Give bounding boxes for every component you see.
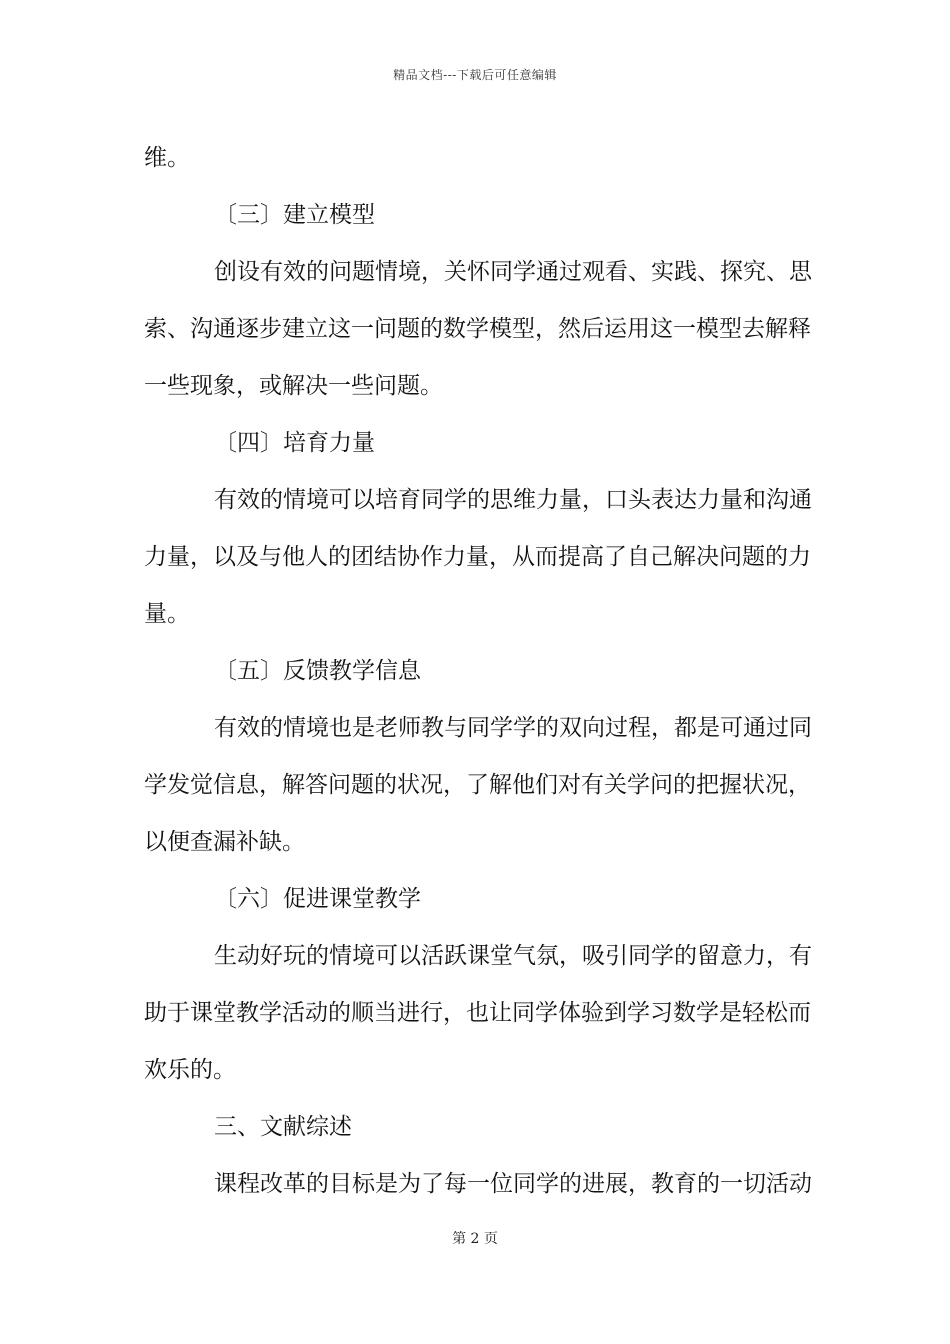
paragraph-line: 助于课堂教学活动的顺当进行，也让同学体验到学习数学是轻松而 [144,1000,811,1026]
paragraph-line: 学发觉信息，解答问题的状况，了解他们对有关学问的把握状况， [144,772,811,798]
page-header: 精品文档---下载后可任意编辑 [393,68,557,82]
paragraph-line: 有效的情境可以培育同学的思维力量，口头表达力量和沟通 [214,487,812,513]
paragraph-line: 一些现象，或解决一些问题。 [144,373,443,399]
paragraph-line: 以便查漏补缺。 [144,829,305,855]
paragraph-line: 量。 [144,601,190,627]
paragraph-line: 生动好玩的情境可以活跃课堂气氛，吸引同学的留意力，有 [214,943,812,969]
section-heading-literature-review: 三、文献综述 [214,1114,352,1140]
paragraph-line: 索、沟通逐步建立这一问题的数学模型，然后运用这一模型去解释 [144,316,811,342]
paragraph-continuation: 维。 [144,145,190,171]
section-heading-3: 〔三〕建立模型 [214,202,375,228]
paragraph-line: 有效的情境也是老师教与同学学的双向过程，都是可通过同 [214,715,812,741]
page-number: 第 2 页 [452,1231,498,1247]
section-heading-4: 〔四〕培育力量 [214,430,375,456]
paragraph-line: 力量，以及与他人的团结协作力量，从而提高了自己解决问题的力 [144,544,811,570]
document-body [144,130,812,1213]
section-heading-5: 〔五〕反馈教学信息 [214,658,421,684]
paragraph-line: 课程改革的目标是为了每一位同学的进展，教育的一切活动 [214,1171,812,1197]
paragraph-line: 创设有效的问题情境，关怀同学通过观看、实践、探究、思 [214,259,812,285]
section-heading-6: 〔六〕促进课堂教学 [214,886,421,912]
paragraph-line: 欢乐的。 [144,1057,236,1083]
